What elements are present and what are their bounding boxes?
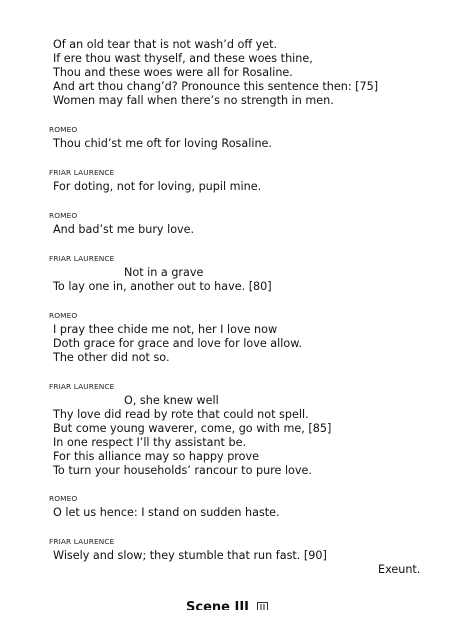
speaker-name: FRIAR LAURENCE	[49, 537, 115, 546]
verse-line: O, she knew well	[124, 394, 219, 407]
verse-line: Thou chid’st me oft for loving Rosaline.	[53, 137, 272, 150]
speaker-name: ROMEO	[49, 125, 78, 134]
verse-line: If ere thou wast thyself, and these woes thine,	[53, 52, 313, 65]
speaker-name: ROMEO	[49, 494, 78, 503]
verse-line: Doth grace for grace and love for love allow.	[53, 337, 302, 350]
verse-line: To lay one in, another out to have. [80]	[53, 280, 272, 293]
verse-line: But come young waverer, come, go with me, [85]	[53, 422, 332, 435]
verse-line: For this alliance may so happy prove	[53, 450, 260, 463]
verse-line: To turn your households’ rancour to pure love.	[53, 464, 312, 477]
verse-line: I pray thee chide me not, her I love now	[53, 323, 278, 336]
speaker-name: FRIAR LAURENCE	[49, 254, 115, 263]
speaker-name: FRIAR LAURENCE	[49, 382, 115, 391]
page-footer	[186, 596, 268, 610]
speaker-name: ROMEO	[49, 311, 78, 320]
verse-line: Women may fall when there’s no strength in men.	[53, 94, 334, 107]
verse-line: Of an old tear that is not wash’d off yet.	[53, 38, 278, 51]
verse-line: And art thou chang’d? Pronounce this sentence then: [75]	[53, 80, 379, 93]
verse-line: For doting, not for loving, pupil mine.	[53, 180, 262, 193]
verse-line: O let us hence: I stand on sudden haste.	[53, 506, 280, 519]
speaker-name: FRIAR LAURENCE	[49, 168, 115, 177]
verse-line: Wisely and slow; they stumble that run fast. [90]	[53, 549, 327, 562]
speaker-name: ROMEO	[49, 211, 78, 220]
scene-title: Scene III	[186, 600, 249, 610]
stage-direction: Exeunt.	[378, 563, 421, 576]
verse-line: Thou and these woes were all for Rosaline.	[53, 66, 293, 79]
verse-line: In one respect I’ll thy assistant be.	[53, 436, 247, 449]
verse-line: Thy love did read by rote that could not spell.	[53, 408, 309, 421]
verse-line: The other did not so.	[53, 351, 170, 364]
roman-numeral-box-icon[interactable]: II	[257, 602, 269, 610]
verse-line: And bad’st me bury love.	[53, 223, 195, 236]
verse-line: Not in a grave	[124, 266, 204, 279]
